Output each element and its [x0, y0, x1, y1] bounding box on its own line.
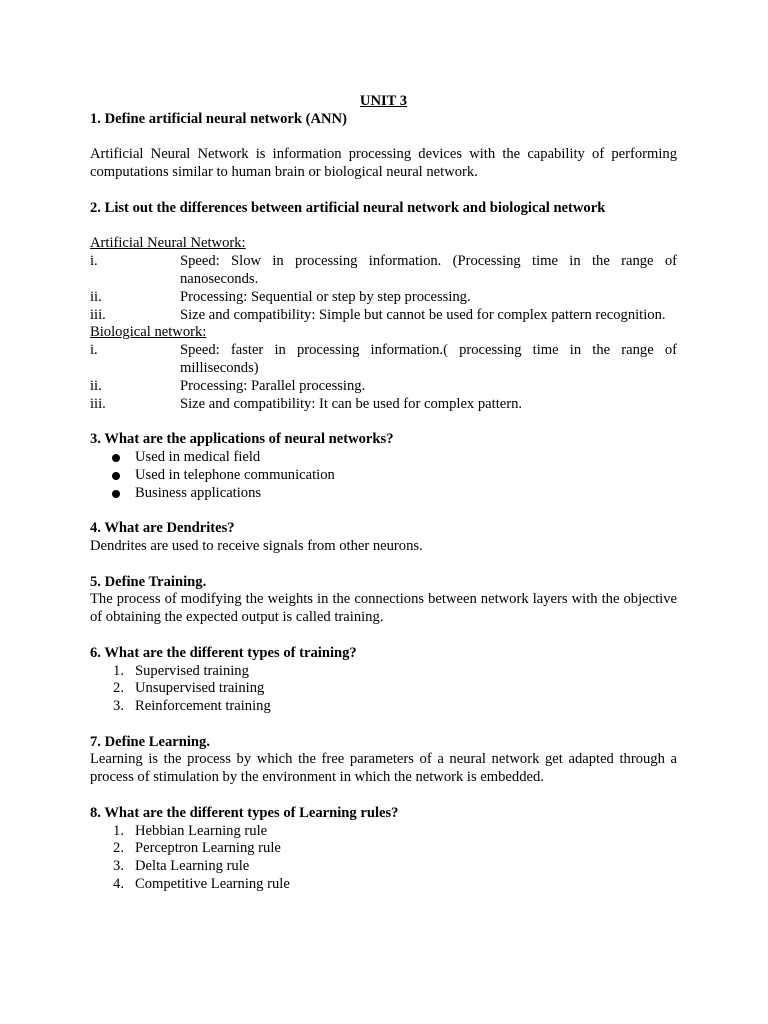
list-item-number: i. [90, 253, 98, 270]
page-title: UNIT 3 [359, 93, 408, 109]
question-5-heading: 5. Define Training. [90, 573, 207, 590]
question-7-answer: Learning is the process by which the free parameters of a neural network get adapted through a process of stimulation by the environment in which the network is embedded. [90, 751, 677, 786]
question-1-heading: 1. Define artificial neural network (ANN) [90, 110, 347, 127]
list-item-text: Size and compatibility: Simple but cannot be used for complex pattern recognition. [180, 306, 666, 323]
list-item-text: Competitive Learning rule [135, 876, 290, 893]
list-item-text: Used in telephone communication [135, 466, 335, 483]
list-item-text: Reinforcement training [135, 698, 271, 715]
list-item [90, 823, 677, 841]
list-item-text: Unsupervised training [135, 680, 265, 697]
question-1-answer: Artificial Neural Network is information processing devices with the capability of performing computations similar to human brain or biological neural network. [90, 146, 677, 181]
list-item-number: i. [90, 342, 98, 359]
list-item-number: ii. [90, 288, 102, 305]
list-item-number: 1. [113, 822, 124, 839]
list-item-number: iii. [90, 306, 106, 323]
list-item [90, 289, 677, 307]
list-item-text: Speed: faster in processing information.( processing time in the range of milliseconds) [180, 342, 677, 376]
list-item-number: 3. [113, 698, 124, 715]
list-item-number: iii. [90, 395, 106, 412]
bullet-icon [112, 454, 120, 462]
list-item-number: 2. [113, 680, 124, 697]
bullet-icon [112, 472, 120, 480]
list-item [90, 378, 677, 396]
question-2-heading: 2. List out the differences between artificial neural network and biological network [90, 199, 606, 216]
list-item [90, 680, 677, 698]
list-item [90, 307, 677, 325]
list-item-text: Business applications [135, 484, 262, 501]
question-4-answer: Dendrites are used to receive signals from other neurons. [90, 537, 423, 554]
list-item-number: 2. [113, 840, 124, 857]
document-page [90, 93, 677, 894]
list-item-number: 4. [113, 876, 124, 893]
list-item-text: Hebbian Learning rule [135, 822, 268, 839]
list-item-text: Size and compatibility: It can be used for complex pattern. [180, 395, 523, 412]
list-item [90, 858, 677, 876]
question-8-heading: 8. What are the different types of Learning rules? [90, 804, 399, 821]
list-item-text: Supervised training [135, 662, 249, 679]
list-item [90, 467, 677, 485]
biological-label: Biological network: [90, 324, 207, 341]
question-4-heading: 4. What are Dendrites? [90, 520, 235, 537]
list-item [90, 342, 677, 378]
list-item [90, 663, 677, 681]
question-7-heading: 7. Define Learning. [90, 733, 210, 750]
list-item-number: 1. [113, 662, 124, 679]
list-item-text: Processing: Sequential or step by step processing. [180, 288, 471, 305]
list-item [90, 698, 677, 716]
ann-label: Artificial Neural Network: [90, 235, 246, 252]
list-item [90, 485, 677, 503]
list-item-number: ii. [90, 377, 102, 394]
question-3-heading: 3. What are the applications of neural networks? [90, 431, 394, 448]
list-item-text: Speed: Slow in processing information. (Processing time in the range of nanoseconds. [180, 253, 677, 287]
list-item [90, 449, 677, 467]
bullet-icon [112, 490, 120, 498]
list-item-text: Perceptron Learning rule [135, 840, 281, 857]
list-item [90, 876, 677, 894]
list-item-text: Delta Learning rule [135, 858, 250, 875]
list-item [90, 253, 677, 289]
list-item-number: 3. [113, 858, 124, 875]
list-item [90, 840, 677, 858]
question-6-heading: 6. What are the different types of training? [90, 644, 357, 661]
list-item [90, 396, 677, 414]
list-item-text: Used in medical field [135, 448, 261, 465]
question-5-answer: The process of modifying the weights in the connections between network layers with the objective of obtaining the expected output is called training. [90, 591, 677, 626]
list-item-text: Processing: Parallel processing. [180, 377, 366, 394]
